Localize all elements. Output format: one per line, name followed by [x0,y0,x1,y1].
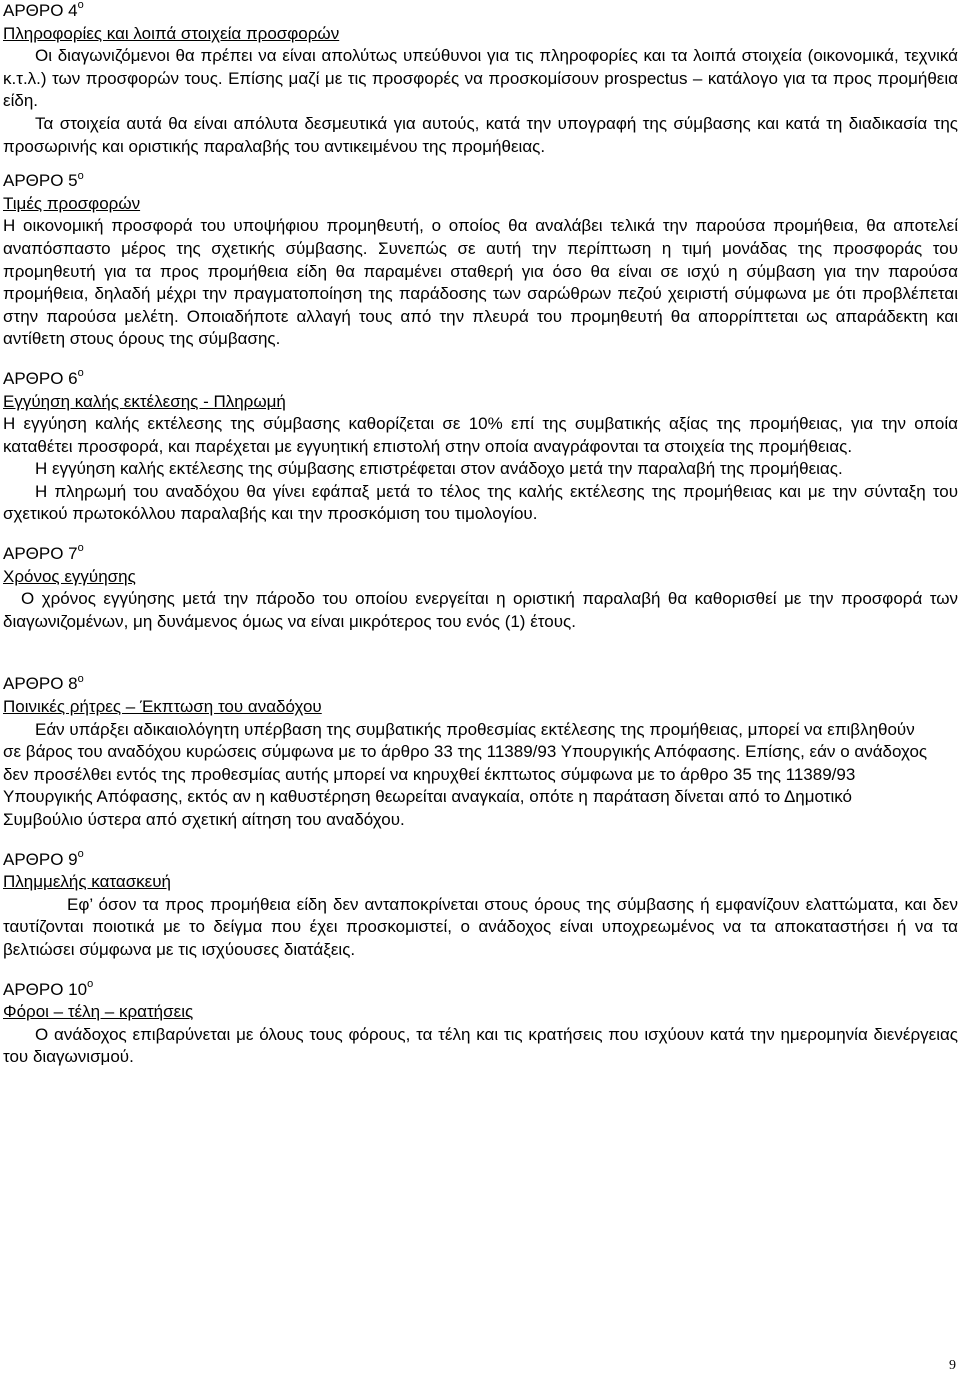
article-heading-text: ΑΡΘΡΟ 6 [3,368,78,388]
article-heading-text: ΑΡΘΡΟ 9 [3,849,78,869]
paragraph: Η εγγύηση καλής εκτέλεσης της σύμβασης καθορίζεται σε 10% επί της συμβατικής αξίας της προμήθειας, για την οποία καταθέτει προσφορά, και παρέχεται με εγγυητική επιστολή στην οποία αναγράφονται τα στοιχεία της προμήθειας. [3,414,958,456]
paragraph: Η πληρωμή του αναδόχου θα γίνει εφάπαξ μετά το τέλος της καλής εκτέλεσης της προμήθειας και με την σύνταξη του σχετικού πρωτοκόλλου παραλαβής και την προσκόμιση του τιμολογίου. [3,481,958,524]
article-heading [3,0,958,23]
article-8 [3,673,958,831]
ordinal-superscript: ο [77,169,84,182]
ordinal-superscript: ο [77,672,84,685]
article-heading [3,543,958,566]
ordinal-superscript: ο [77,542,84,555]
article-subtitle: Ποινικές ρήτρες – Έκπτωση του αναδόχου [3,697,322,717]
article-10 [3,979,958,1069]
article-heading-text: ΑΡΘΡΟ 10 [3,979,88,999]
article-subtitle: Τιμές προσφορών [3,193,141,213]
article-heading [3,849,958,872]
article-subtitle: Εγγύηση καλής εκτέλεσης - Πληρωμή [3,391,286,411]
document-page [3,0,958,1069]
paragraph: Τα στοιχεία αυτά θα είναι απόλυτα δεσμευτικά για αυτούς, κατά την υπογραφή της σύμβασης και κατά τη διαδικασία της προσωρινής και οριστικής παραλαβής του αντικειμένου της προμήθειας. [3,113,958,156]
article-4 [3,0,958,158]
paragraph: Η εγγύηση καλής εκτέλεσης της σύμβασης επιστρέφεται στον ανάδοχο μετά την παραλαβή της προμήθειας. [35,459,843,479]
paragraph: Η οικονομική προσφορά του υποψήφιου προμηθευτή, ο οποίος θα αναλάβει τελικά την παρούσα προμήθεια, θα αποτελεί αναπόσπαστο μέρος της σχετικής σύμβασης. Συνεπώς σε αυτή την περίπτωση η τιμή μονάδας της προσφοράς του προμηθευτή για τα προς προμήθεια είδη θα παραμένει σταθερή για όσο θα είναι σε ισχύ η σύμβαση για την παρούσα προμήθεια, δηλαδή μέχρι την πραγματοποίηση της παράδοσης των σαρώθρων πεζού χειριστή σύμφωνα με ότι προβλέπεται στην παρούσα μελέτη. Οποιαδήποτε αλλαγή τους από την πλευρά του προμηθευτή θα απορρίπτεται ως απαράδεκτη και αντίθετη στους όρους της σύμβασης. [3,216,958,349]
paragraph: Εάν υπάρξει αδικαιολόγητη υπέρβαση της συμβατικής προθεσμίας εκτέλεσης της προμήθειας, μπορεί να επιβληθούν σε βάρος του αναδόχου κυρώσεις σύμφωνα με το άρθρο 33 της 11389/93 Υπουργικής Απόφασης. Επίσης, εάν ο ανάδοχος δεν προσέλθει εντός της προθεσμίας αυτής μπορεί να κηρυχθεί έκπτωτος σύμφωνα με το άρθρο 35 της 11389/93 Υπουργικής Απόφασης, εκτός αν η καθυστέρηση θεωρείται αναγκαία, οπότε η παράταση δίνεται από το Δημοτικό Συμβούλιο ύστερα από σχετική αίτηση του αναδόχου. [3,719,928,829]
article-heading-text: ΑΡΘΡΟ 7 [3,544,78,564]
ordinal-superscript: ο [77,0,84,12]
article-5 [3,170,958,351]
paragraph: Εφ’ όσον τα προς προμήθεια είδη δεν ανταποκρίνεται στους όρους της σύμβασης ή εμφανίζουν ελαττώματα, και δεν ταυτίζονται ποιοτικά με το δείγμα που έχει προσκομιστεί, ο ανάδοχος είναι υποχρεωμένος να τα αποκαταστήσει ή να τα βελτιώσει σύμφωνα με τις ισχύουσες διατάξεις. [3,894,958,959]
article-heading [3,979,958,1002]
article-9 [3,849,958,962]
ordinal-superscript: ο [87,977,94,990]
article-heading-text: ΑΡΘΡΟ 4 [3,1,78,20]
article-heading-text: ΑΡΘΡΟ 8 [3,674,78,694]
article-subtitle: Χρόνος εγγύησης [3,566,136,586]
article-subtitle: Πλημμελής κατασκευή [3,872,172,892]
article-heading [3,368,958,391]
article-7 [3,543,958,633]
paragraph: Ο χρόνος εγγύησης μετά την πάροδο του οποίου ενεργείται η οριστική παραλαβή θα καθορισθεί με την προσφορά των διαγωνιζομένων, μη δυνάμενος όμως να είναι μικρότερος του ενός (1) έτους. [3,589,958,631]
article-heading [3,170,958,193]
page-number: 9 [949,1358,956,1373]
paragraph: Οι διαγωνιζόμενοι θα πρέπει να είναι απολύτως υπεύθυνοι για τις πληροφορίες και τα λοιπά στοιχεία (οικονομικά, τεχνικά κ.τ.λ.) των προσφορών τους. Επίσης μαζί με τις προσφορές να προσκομίσουν prospectus – κατάλογο για τα προς προμήθεια είδη. [3,46,958,111]
ordinal-superscript: ο [77,847,84,860]
article-heading-text: ΑΡΘΡΟ 5 [3,171,78,191]
article-subtitle: Φόροι – τέλη – κρατήσεις [3,1002,194,1022]
article-heading [3,673,958,696]
ordinal-superscript: ο [77,367,84,380]
paragraph: Ο ανάδοχος επιβαρύνεται με όλους τους φόρους, τα τέλη και τις κρατήσεις που ισχύουν κατά την ημερομηνία διενέργειας του διαγωνισμού. [3,1024,958,1067]
article-6 [3,368,958,526]
article-subtitle: Πληροφορίες και λοιπά στοιχεία προσφορών [3,23,340,43]
